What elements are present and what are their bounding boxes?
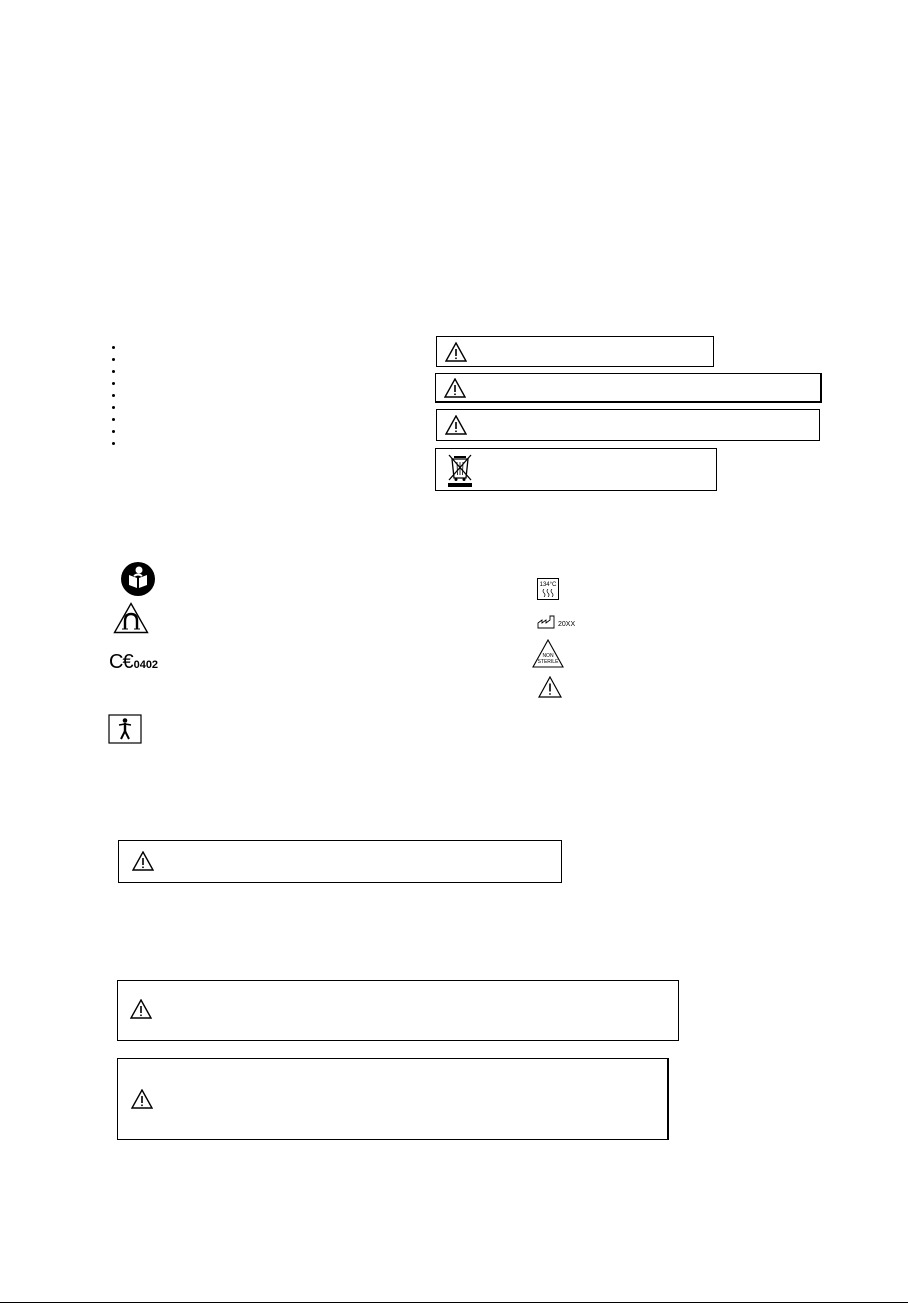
list-bullet (112, 442, 115, 445)
manufacture-year: 20XX (558, 621, 576, 628)
notified-body-number: 0402 (133, 659, 159, 671)
list-bullet (112, 430, 115, 433)
read-instructions-icon (120, 561, 156, 597)
warning-triangle-icon (131, 1089, 153, 1109)
non-sterile-line2: STERILE (537, 659, 559, 665)
warning-box (436, 336, 714, 367)
warning-box (118, 840, 562, 883)
list-bullet (112, 394, 115, 397)
warning-box (436, 409, 820, 441)
list-bullet (112, 358, 115, 361)
warning-box (435, 373, 822, 403)
warning-triangle-icon (445, 415, 467, 435)
manufacture-date-icon (537, 615, 557, 629)
manufacture-date (537, 613, 575, 629)
type-bf-applied-part-icon (108, 714, 142, 744)
list-bullet (112, 382, 115, 385)
list-bullet (112, 406, 115, 409)
magnetic-resonance-icon (113, 602, 149, 634)
warning-box (117, 980, 679, 1041)
non-sterile-line1: NON (542, 653, 554, 659)
warning-triangle-icon (130, 999, 152, 1019)
ce-mark (109, 650, 158, 672)
warning-box (117, 1058, 669, 1140)
non-sterile-icon (532, 639, 564, 668)
steam-lines (541, 589, 555, 597)
ce-mark-letters: C€ (109, 651, 133, 673)
sterilization-temperature: 134°C (539, 582, 557, 588)
warning-triangle-icon (444, 378, 466, 398)
autoclave-icon (537, 578, 559, 600)
page-bottom-rule (0, 1302, 908, 1303)
caution-icon (538, 676, 562, 698)
warning-triangle-icon (132, 851, 154, 871)
non-sterile-label (532, 653, 564, 665)
weee-box (435, 448, 717, 491)
list-bullet (112, 370, 115, 373)
list-bullet (112, 418, 115, 421)
warning-triangle-icon (445, 342, 467, 362)
list-bullet (112, 346, 115, 349)
crossed-bin-icon (446, 452, 474, 488)
